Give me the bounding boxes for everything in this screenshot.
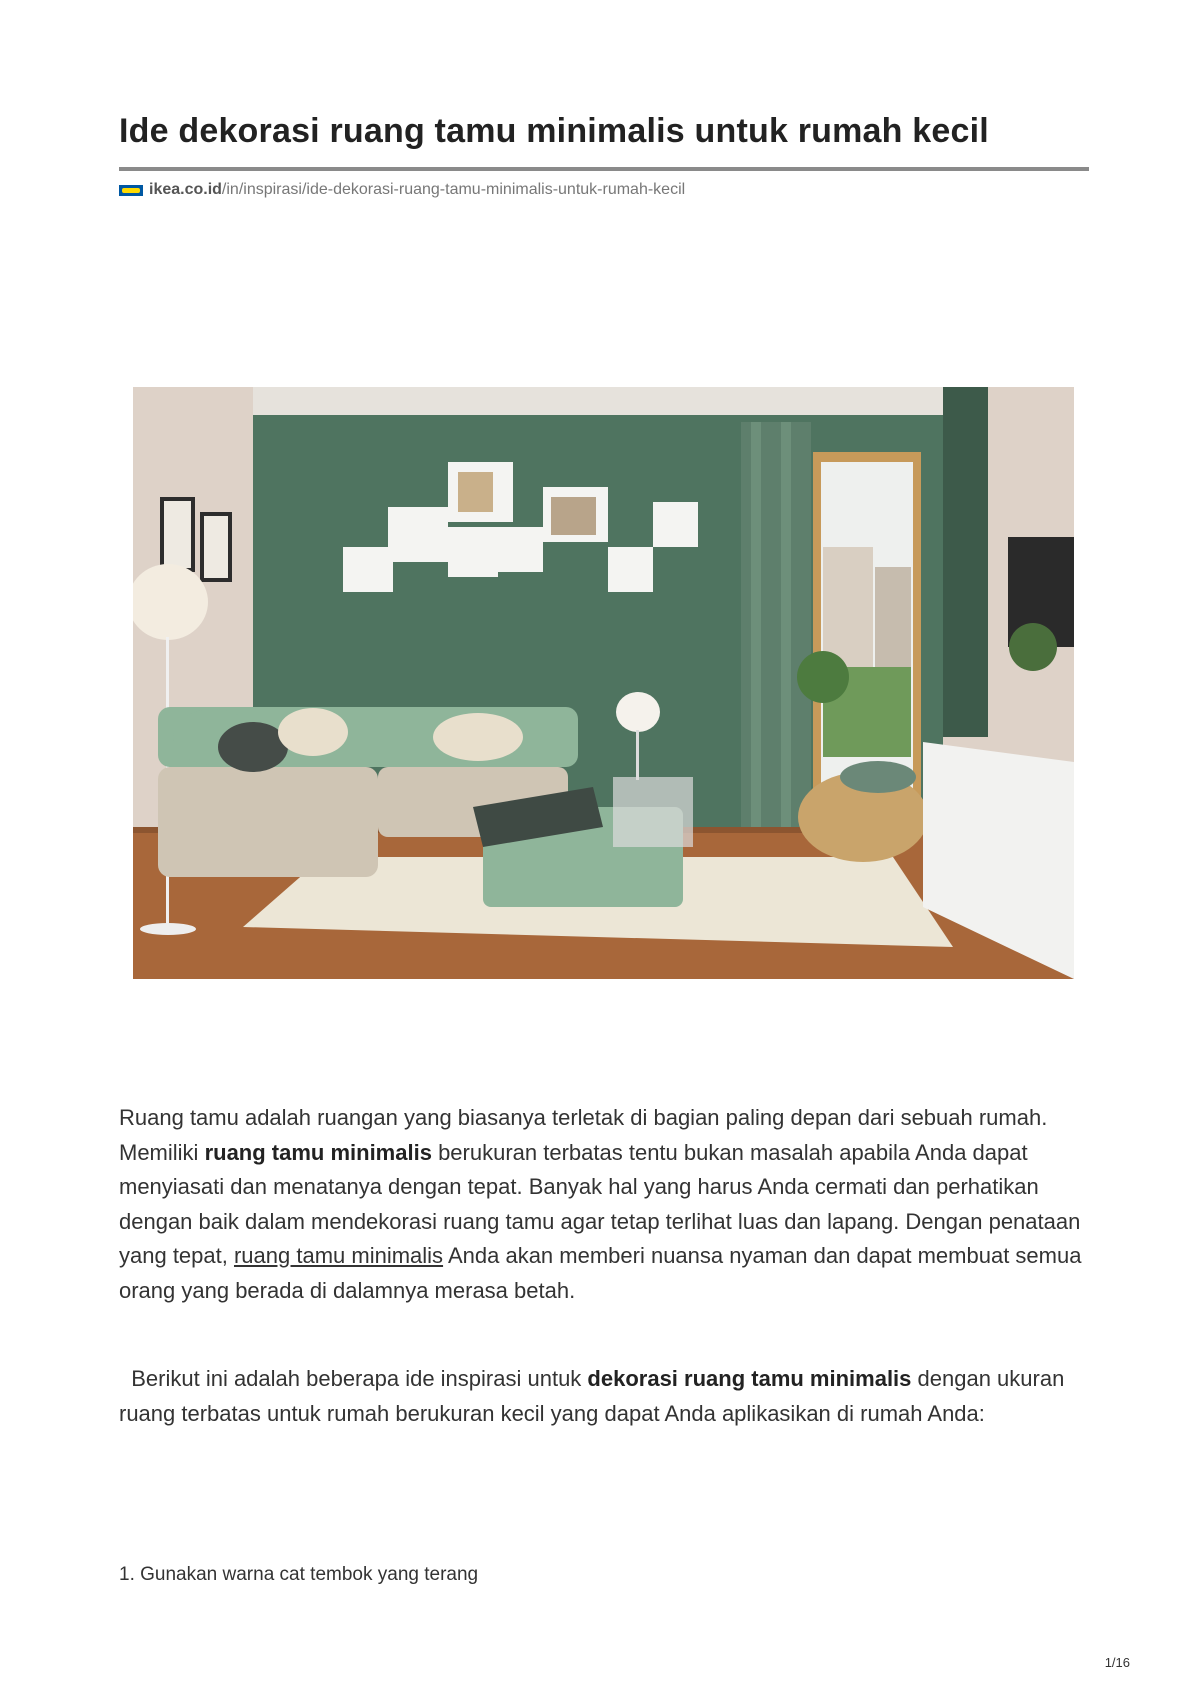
title-divider [119, 167, 1089, 171]
page-number: 1/16 [1104, 1655, 1130, 1670]
ikea-logo-icon [119, 185, 143, 196]
paragraph-text: berukuran terbatas tentu bukan masalah apabila Anda dapat menyiasati dan menatanya dengan tepat. Banyak hal yang harus Anda cermati dan perhatikan dengan baik dalam mendekorasi ruang tamu agar tetap terlihat luas dan lapang. Dengan penataan yang tepat, [119, 1139, 1081, 1268]
bold-keyword: ruang tamu minimalis [204, 1139, 432, 1165]
list-item-1: 1. Gunakan warna cat tembok yang terang [119, 1564, 479, 1585]
second-paragraph [119, 1362, 1104, 1431]
paragraph-text: Anda akan memberi nuansa nyaman dan dapat membuat semua orang yang berada di dalamnya merasa betah. [119, 1243, 1082, 1303]
page-title: Ide dekorasi ruang tamu minimalis untuk rumah kecil [119, 112, 989, 150]
source-link[interactable] [119, 181, 685, 199]
keyword-link[interactable]: ruang tamu minimalis [233, 1243, 444, 1268]
paragraph-text: Berikut ini adalah beberapa ide inspirasi untuk [119, 1366, 588, 1391]
hero-image [133, 387, 1074, 979]
living-room-photo [133, 387, 1074, 979]
source-path[interactable]: /in/inspirasi/ide-dekorasi-ruang-tamu-minimalis-untuk-rumah-kecil [221, 181, 686, 198]
paragraph-text: Ruang tamu adalah ruangan yang biasanya terletak di bagian paling depan dari sebuah rumah. Memiliki [119, 1105, 1048, 1165]
bold-keyword: dekorasi ruang tamu minimalis [587, 1366, 912, 1391]
intro-paragraph [119, 1101, 1104, 1308]
source-domain[interactable]: ikea.co.id [149, 181, 222, 198]
paragraph-text: dengan ukuran ruang terbatas untuk rumah berukuran kecil yang dapat Anda aplikasikan di rumah Anda: [119, 1366, 1071, 1426]
